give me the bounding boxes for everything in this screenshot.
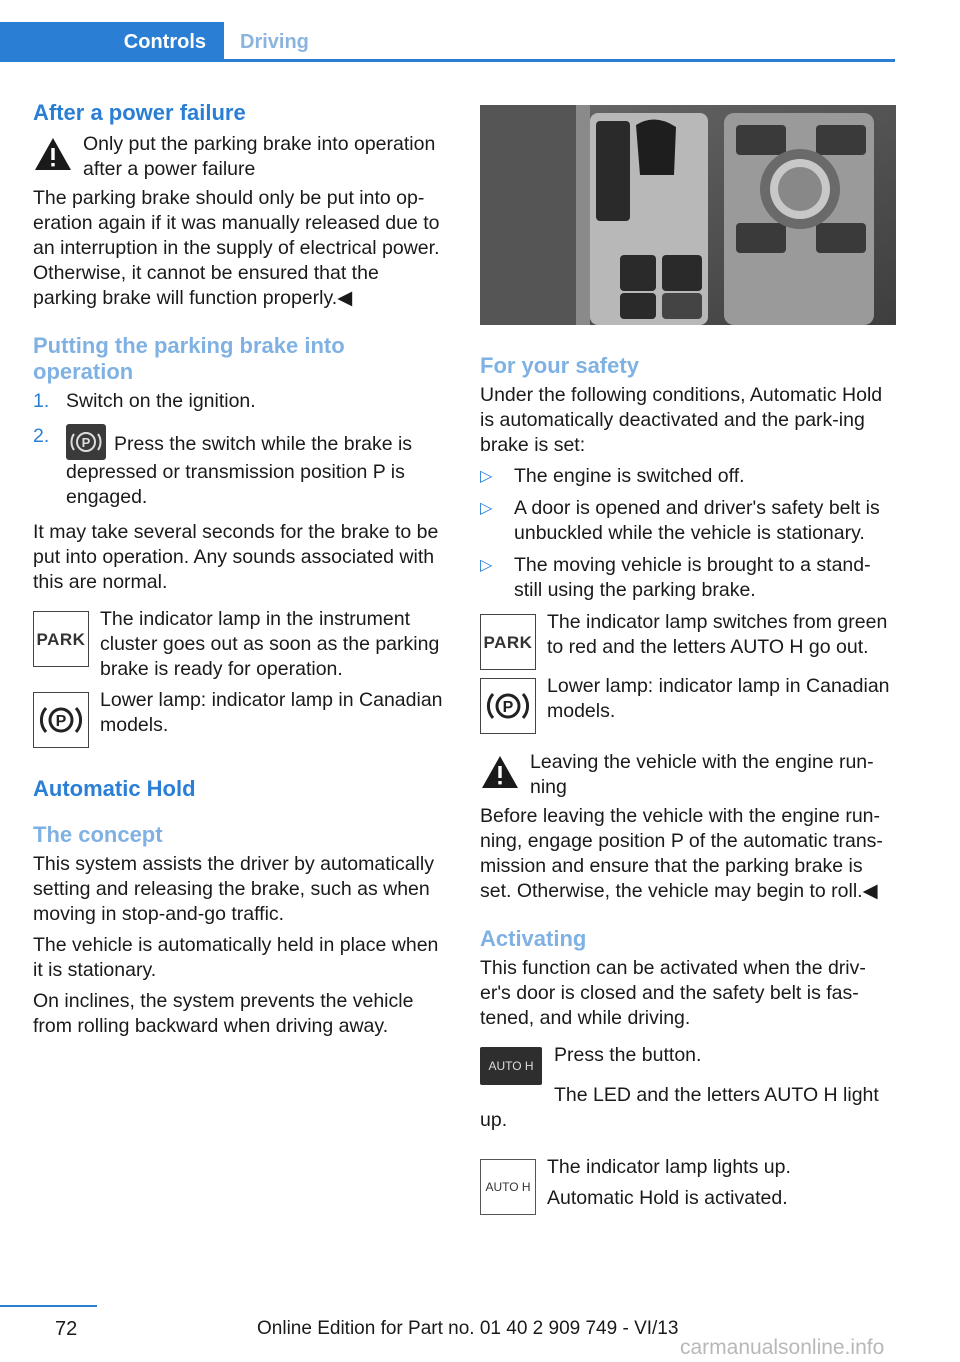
park-lamp-label: PARK (36, 629, 86, 649)
tab-driving[interactable]: Driving (240, 31, 309, 53)
park-lamp-label: PARK (483, 632, 533, 652)
press-text: Press the button. (554, 1044, 702, 1066)
step-1 (33, 389, 448, 414)
auto-h-button-icon: AUTO H (480, 1047, 542, 1085)
warning-power-failure (33, 132, 448, 182)
park-lamp-icon (480, 614, 536, 670)
auto-h-lamp-icon: AUTO H (480, 1159, 536, 1215)
heading-the-concept: The concept (33, 822, 163, 847)
parking-brake-lamp-icon (33, 692, 89, 748)
step-number: 2. (33, 425, 50, 447)
lamp-row-park (33, 607, 448, 682)
edition-info: Online Edition for Part no. 01 40 2 909 749 - VI/13 (257, 1318, 679, 1339)
lamp-row-canadian (33, 688, 448, 746)
heading-activating: Activating (480, 926, 587, 951)
lamp-lights-text: The indicator lamp lights up. (547, 1156, 791, 1178)
lamp-row-park-right (480, 610, 896, 668)
concept-p3: On inclines, the system prevents the vehicle from rolling backward when driving away. (33, 990, 414, 1037)
park-lamp-icon (33, 611, 89, 667)
parking-brake-switch-icon (66, 424, 106, 460)
heading-automatic-hold: Automatic Hold (33, 776, 196, 801)
auto-h-lamp-row (480, 1155, 896, 1213)
right-column (480, 105, 896, 1219)
step-text: Press the switch while the brake is depressed or transmission position P is engaged. (66, 433, 413, 508)
lamp-description: The indicator lamp switches from green to red and the letters AUTO H go out. (547, 611, 888, 658)
steps-list (33, 389, 448, 510)
svg-text:P: P (502, 699, 514, 716)
concept-p1: This system assists the driver by automatically setting and releasing the brake, such as when moving in stop-and-go traffic. (33, 853, 434, 925)
activated-text: Automatic Hold is activated. (547, 1187, 788, 1209)
list-item: ▷ The moving vehicle is brought to a stand‐still using the parking brake. (480, 554, 871, 601)
warning-text: Only put the parking brake into operation after a power failure (83, 133, 436, 180)
heading-putting-into-operation: Putting the parking brake into operation (33, 333, 345, 384)
tab-controls[interactable]: Controls (0, 22, 224, 62)
svg-text:P: P (55, 713, 67, 730)
svg-text:P: P (81, 435, 91, 450)
page-number: 72 (55, 1318, 78, 1340)
step-2 (33, 424, 448, 510)
footer-rule (0, 1305, 97, 1307)
chapter-tabbar (0, 22, 895, 62)
step-number: 1. (33, 390, 50, 412)
warning-text: Leaving the vehicle with the engine run‐ning (530, 751, 874, 798)
safety-conditions-list (480, 464, 896, 603)
heading-power-failure: After a power failure (33, 100, 246, 125)
warning-triangle-icon (480, 754, 520, 790)
left-column (33, 100, 448, 1045)
watermark: carmanualsonline.info (680, 1336, 885, 1359)
heading-for-your-safety: For your safety (480, 353, 639, 378)
bullet-marker: ▷ (480, 468, 493, 485)
auto-h-button-row (480, 1043, 896, 1083)
step-text: Switch on the ignition. (66, 390, 256, 412)
parking-brake-lamp-icon (480, 678, 536, 734)
activating-body: This function can be activated when the driv‐er's door is closed and the safety belt is fas‐tened, and while driving. (480, 957, 866, 1029)
list-item: ▷ The engine is switched off. (480, 465, 745, 487)
led-text: The LED and the letters AUTO H light up. (480, 1084, 879, 1131)
lamp-description: Lower lamp: indicator lamp in Canadian models. (547, 675, 890, 722)
warning-body: Before leaving the vehicle with the engine run‐ning, engage position P of the automatic trans‐mission and ensure that the parking brake is set. Otherwise, the vehicle may begin to roll.◀ (480, 805, 883, 902)
warning-leaving-vehicle (480, 750, 896, 800)
concept-p2: The vehicle is automatically held in place when it is stationary. (33, 934, 439, 981)
list-item: ▷ A door is opened and driver's safety belt is unbuckled while the vehicle is stationary. (480, 497, 880, 544)
lamp-description: Lower lamp: indicator lamp in Canadian models. (100, 689, 443, 736)
center-console-photo (480, 105, 896, 325)
putting-body: It may take several seconds for the brake to be put into operation. Any sounds associated with this are normal. (33, 521, 439, 593)
bullet-marker: ▷ (480, 557, 493, 574)
warning-triangle-icon (33, 136, 73, 172)
lamp-row-canadian-right (480, 674, 896, 732)
power-failure-body: The parking brake should only be put into op‐eration again if it was manually released due to an interruption in the supply of electrical power. Otherwise, it cannot be ensured that the parking brake will function properly.◀ (33, 187, 440, 309)
bullet-marker: ▷ (480, 500, 493, 517)
lamp-description: The indicator lamp in the instrument cluster goes out as soon as the parking brake is ready for operation. (100, 608, 440, 680)
safety-intro: Under the following conditions, Automatic Hold is automatically deactivated and the park‐ing brake is set: (480, 384, 883, 456)
